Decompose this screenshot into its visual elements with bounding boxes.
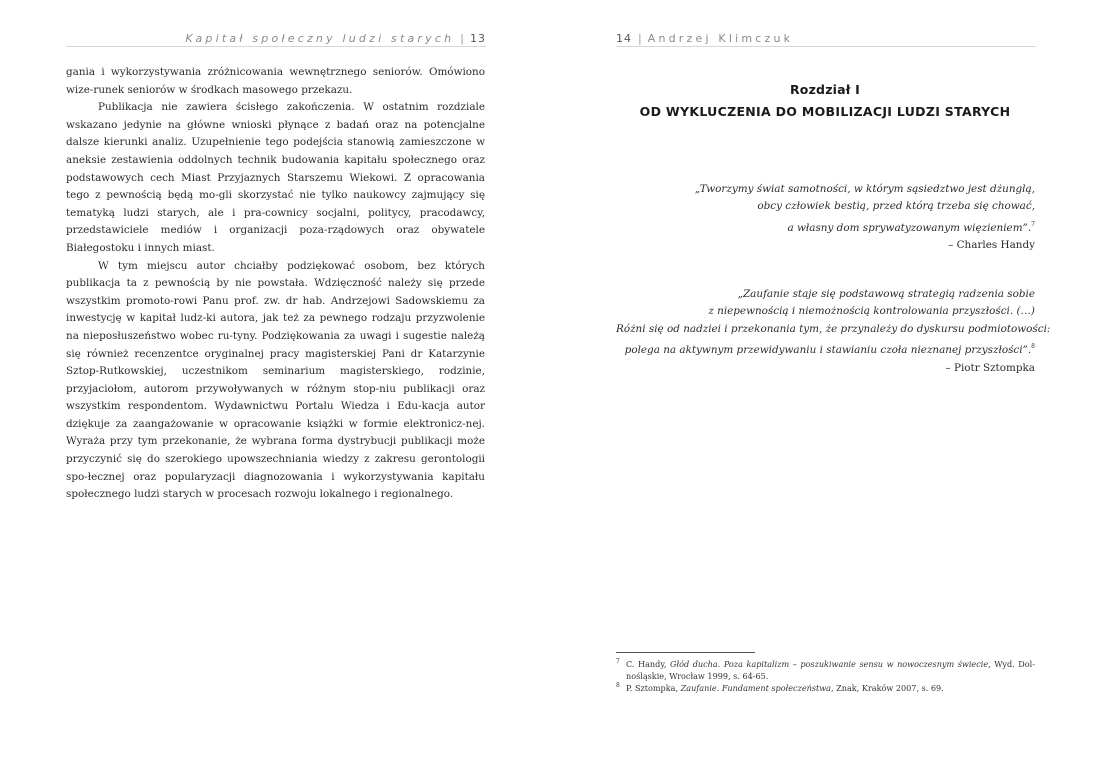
epigraph-line: z niepewnością i niemożnością kontrolowania przyszłości. (…) [708, 305, 1035, 318]
epigraph-line-last [616, 338, 1035, 359]
epigraph-line: Różni się od nadziei i przekonania tym, że przynależy do dyskursu podmiotowości: [616, 322, 1051, 335]
footnote-ref: 8 [1031, 343, 1035, 351]
epigraph [616, 286, 1051, 377]
footnotes [616, 658, 1035, 695]
running-head-right [616, 32, 793, 45]
paragraph: gania i wykorzystywania zróżnicowania wewnętrznego seniorów. Omówiono wize-runek seniorów w środkach masowego przekazu. [66, 66, 485, 96]
running-head-author: Andrzej Klimczuk [647, 32, 794, 45]
epigraph-line-text: a własny dom sprywatyzowanym więzieniem”. [787, 221, 1032, 234]
header-rule [66, 46, 486, 47]
footnote-rule [616, 652, 755, 653]
paragraph: W tym miejscu autor chciałby podziękować osobom, bez których publikacja ta z pewnością by nie powstała. Wdzięczność należy się przede wszystkim promoto-rowi Panu prof. zw. dr hab. Andrzejowi Sadowskiemu za inwestycję w kapitał ludz-ki autora, jak też za pewnego rodzaju przyzwolenie na nieposłuszeństwo wobec ru-tyny. Podziękowania za uwagi i sugestie należą się również recenzentce oryginalnej pracy magisterskiej Pani dr Katarzynie Sztop-Rutkowskiej, uczestnikom seminarium magisterskiego, rodzinie, przyjaciołom, autorom przywoływanych w różnym stop-niu publikacji oraz wszystkim respondentom. Wydawnictwu Portalu Wiedza i Edu-kacja autor dziękuje za zaangażowanie w opracowanie książki w formie elektronicz-nej. Wyraża przy tym przekonanie, że wybrana forma dystrybucji publikacji może przyczynić się do szerokiego upowszechniania wiedzy z zakresu gerontologii spo-łecznej oraz popularyzacji diagnozowania i wykorzystywania kapitału społecznego ludzi starych w procesach rozwoju lokalnego i regionalnego. [66, 259, 485, 501]
paragraph: Publikacja nie zawiera ścisłego zakończenia. W ostatnim rozdziale wskazano jedynie na główne wnioski płynące z badań oraz na potencjalne dalsze kierunki analiz. Uzupełnienie tego podejścia stanowią zamieszczone w aneksie zestawienia oddolnych technik budowania kapitału społecznego oraz podstawowych cech Miast Przyjaznych Starszemu Wiekowi. Z opracowania tego z pewnością będą mo-gli skorzystać nie tylko naukowcy zajmujący się tematyką ludzi starych, ale i pra-cownicy socjalni, politycy, pracodawcy, przedstawiciele mediów i organizacji poza-rządowych oraz obywatele Białegostoku i innych miast. [66, 101, 485, 254]
chapter-label: Rozdział I [789, 82, 861, 97]
epigraph-line-last [616, 216, 1035, 237]
footnote-ref: 7 [1031, 220, 1035, 228]
epigraph-line: „Zaufanie staje się podstawową strategią radzenia sobie [737, 288, 1035, 300]
epigraph-line: „Tworzymy świat samotności, w którym sąsiedztwo jest dżunglą, [694, 183, 1035, 195]
page-number: 13 [470, 32, 486, 45]
epigraph-author: – Piotr Sztompka [945, 361, 1035, 374]
epigraph-line: obcy człowiek bestią, przed którą trzeba się chować, [757, 200, 1035, 213]
footnote-title: Zaufanie. Fundament społeczeństwa [680, 683, 831, 694]
running-head-left [185, 32, 486, 45]
footnote-author: C. Handy, [626, 659, 667, 669]
running-head-title: Kapitał społeczny ludzi starych [185, 32, 455, 45]
header-rule [616, 46, 1036, 47]
footnote-rest: , Wyd. Dol-nośląskie, Wrocław 1999, s. 64-65. [626, 659, 1035, 682]
running-head-separator: | [460, 32, 464, 45]
chapter-heading [616, 82, 1034, 119]
footnote [616, 682, 1035, 694]
epigraph [616, 181, 1035, 255]
footnote-rest: , Znak, Kraków 2007, s. 69. [830, 683, 944, 694]
body-text [66, 64, 485, 504]
footnote-mark: 8 [616, 682, 620, 690]
footnote [616, 658, 1035, 682]
footnote-author: P. Sztompka, [626, 683, 679, 694]
epigraph-author: – Charles Handy [948, 239, 1035, 252]
footnote-title: Głód ducha. Poza kapitalizm – poszukiwanie sensu w nowoczesnym świecie [669, 659, 989, 669]
running-head-separator: | [638, 32, 642, 45]
right-page [550, 0, 1100, 778]
chapter-title: OD WYKLUCZENIA DO MOBILIZACJI LUDZI STARYCH [639, 104, 1011, 119]
footnote-mark: 7 [616, 658, 620, 665]
page-number: 14 [616, 32, 632, 45]
epigraph-line-text: polega na aktywnym przewidywaniu i stawianiu czoła nieznanej przyszłości”. [624, 344, 1032, 357]
